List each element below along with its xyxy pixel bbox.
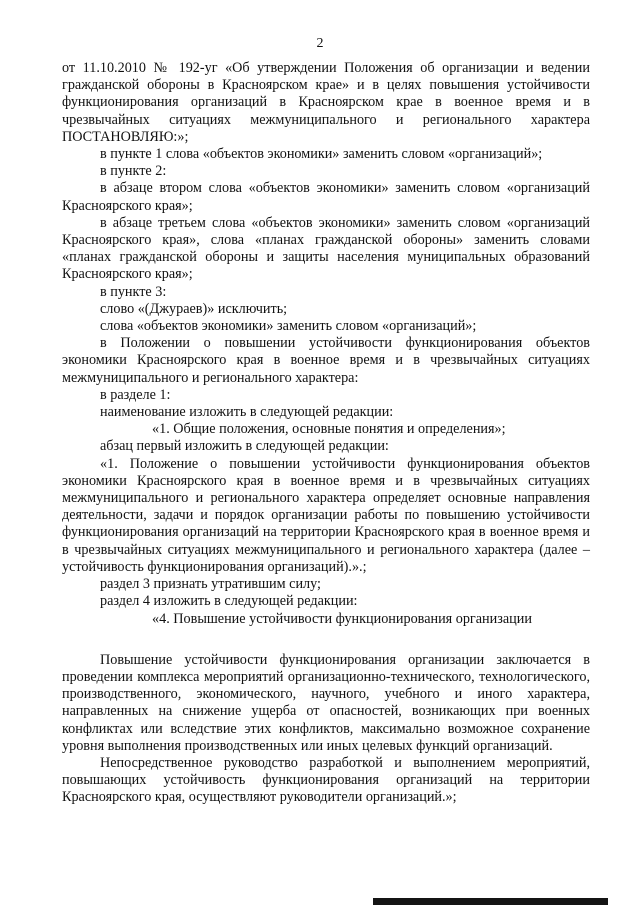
- amendment-item: в абзаце третьем слова «объектов экономики» заменить словом «организаций Красноярского края», слова «планах гражданской обороны» заменить словами «планах гражданской обороны и защиты населения муниципальных образований Красноярского края»;: [62, 214, 590, 283]
- amendment-item: в Положении о повышении устойчивости функционирования объектов экономики Красноярского края в военное время и в чрезвычайных ситуациях межмуниципального и регионального характера:: [62, 335, 590, 386]
- amendment-item: абзац первый изложить в следующей редакции:: [100, 438, 389, 455]
- section-title-quote: «1. Общие положения, основные понятия и определения»;: [152, 421, 506, 438]
- amendment-item: в пункте 1 слова «объектов экономики» заменить словом «организаций»;: [100, 146, 543, 163]
- amendment-item: раздел 4 изложить в следующей редакции:: [100, 593, 358, 610]
- amendment-item: в разделе 1:: [100, 386, 171, 403]
- blank-line: [62, 628, 590, 652]
- quoted-paragraph: «1. Положение о повышении устойчивости функционирования объектов экономики Красноярского края в военное время и в чрезвычайных ситуациях межмуниципального и регионального характера определяет основные направления деятельности, задачи и порядок организации работы по повышению устойчивости функционирования организаций на территории Красноярского края в военное время и в чрезвычайных ситуациях межмуниципального и регионального характера (далее – устойчивость функционирования организаций).».;: [62, 455, 590, 575]
- page-number: 2: [316, 36, 324, 51]
- amendment-item: в пункте 2:: [100, 163, 167, 180]
- section-4-title: «4. Повышение устойчивости функционирования организации: [152, 610, 532, 627]
- document-body: [62, 60, 590, 807]
- amendment-item: слово «(Джураев)» исключить;: [100, 300, 288, 317]
- amendment-item: в пункте 3:: [100, 283, 167, 300]
- intro-paragraph: от 11.10.2010 № 192-уг «Об утверждении Положения об организации и ведении гражданской обороны в Красноярском крае» и в целях повышения устойчивости функционирования организаций в Красноярском крае в военное время и в чрезвычайных ситуациях межмуниципального и регионального характера ПОСТАНОВЛЯЮ:»;: [62, 60, 590, 145]
- amendment-item: в абзаце втором слова «объектов экономики» заменить словом «организаций Красноярского края»;: [62, 180, 590, 214]
- scan-edge-mark: [373, 898, 608, 905]
- amendment-item: раздел 3 признать утратившим силу;: [100, 576, 321, 593]
- section-4-paragraph: Непосредственное руководство разработкой и выполнением мероприятий, повышающих устойчивость функционирования организаций на территории Красноярского края, осуществляют руководители организаций.»;: [62, 754, 590, 806]
- amendment-item: наименование изложить в следующей редакции:: [100, 404, 394, 421]
- section-4-paragraph: Повышение устойчивости функционирования организации заключается в проведении комплекса мероприятий организационно-технического, технологического, производственного, экономического, научного, учебного и иного характера, направленных на снижение ущерба от опасностей, возникающих при военных конфликтах или вследствие этих конфликтов, максимально возможное сохранение уровня выполнения производственных или иных целевых функций организаций.: [62, 651, 590, 754]
- amendment-item: слова «объектов экономики» заменить словом «организаций»;: [100, 318, 477, 335]
